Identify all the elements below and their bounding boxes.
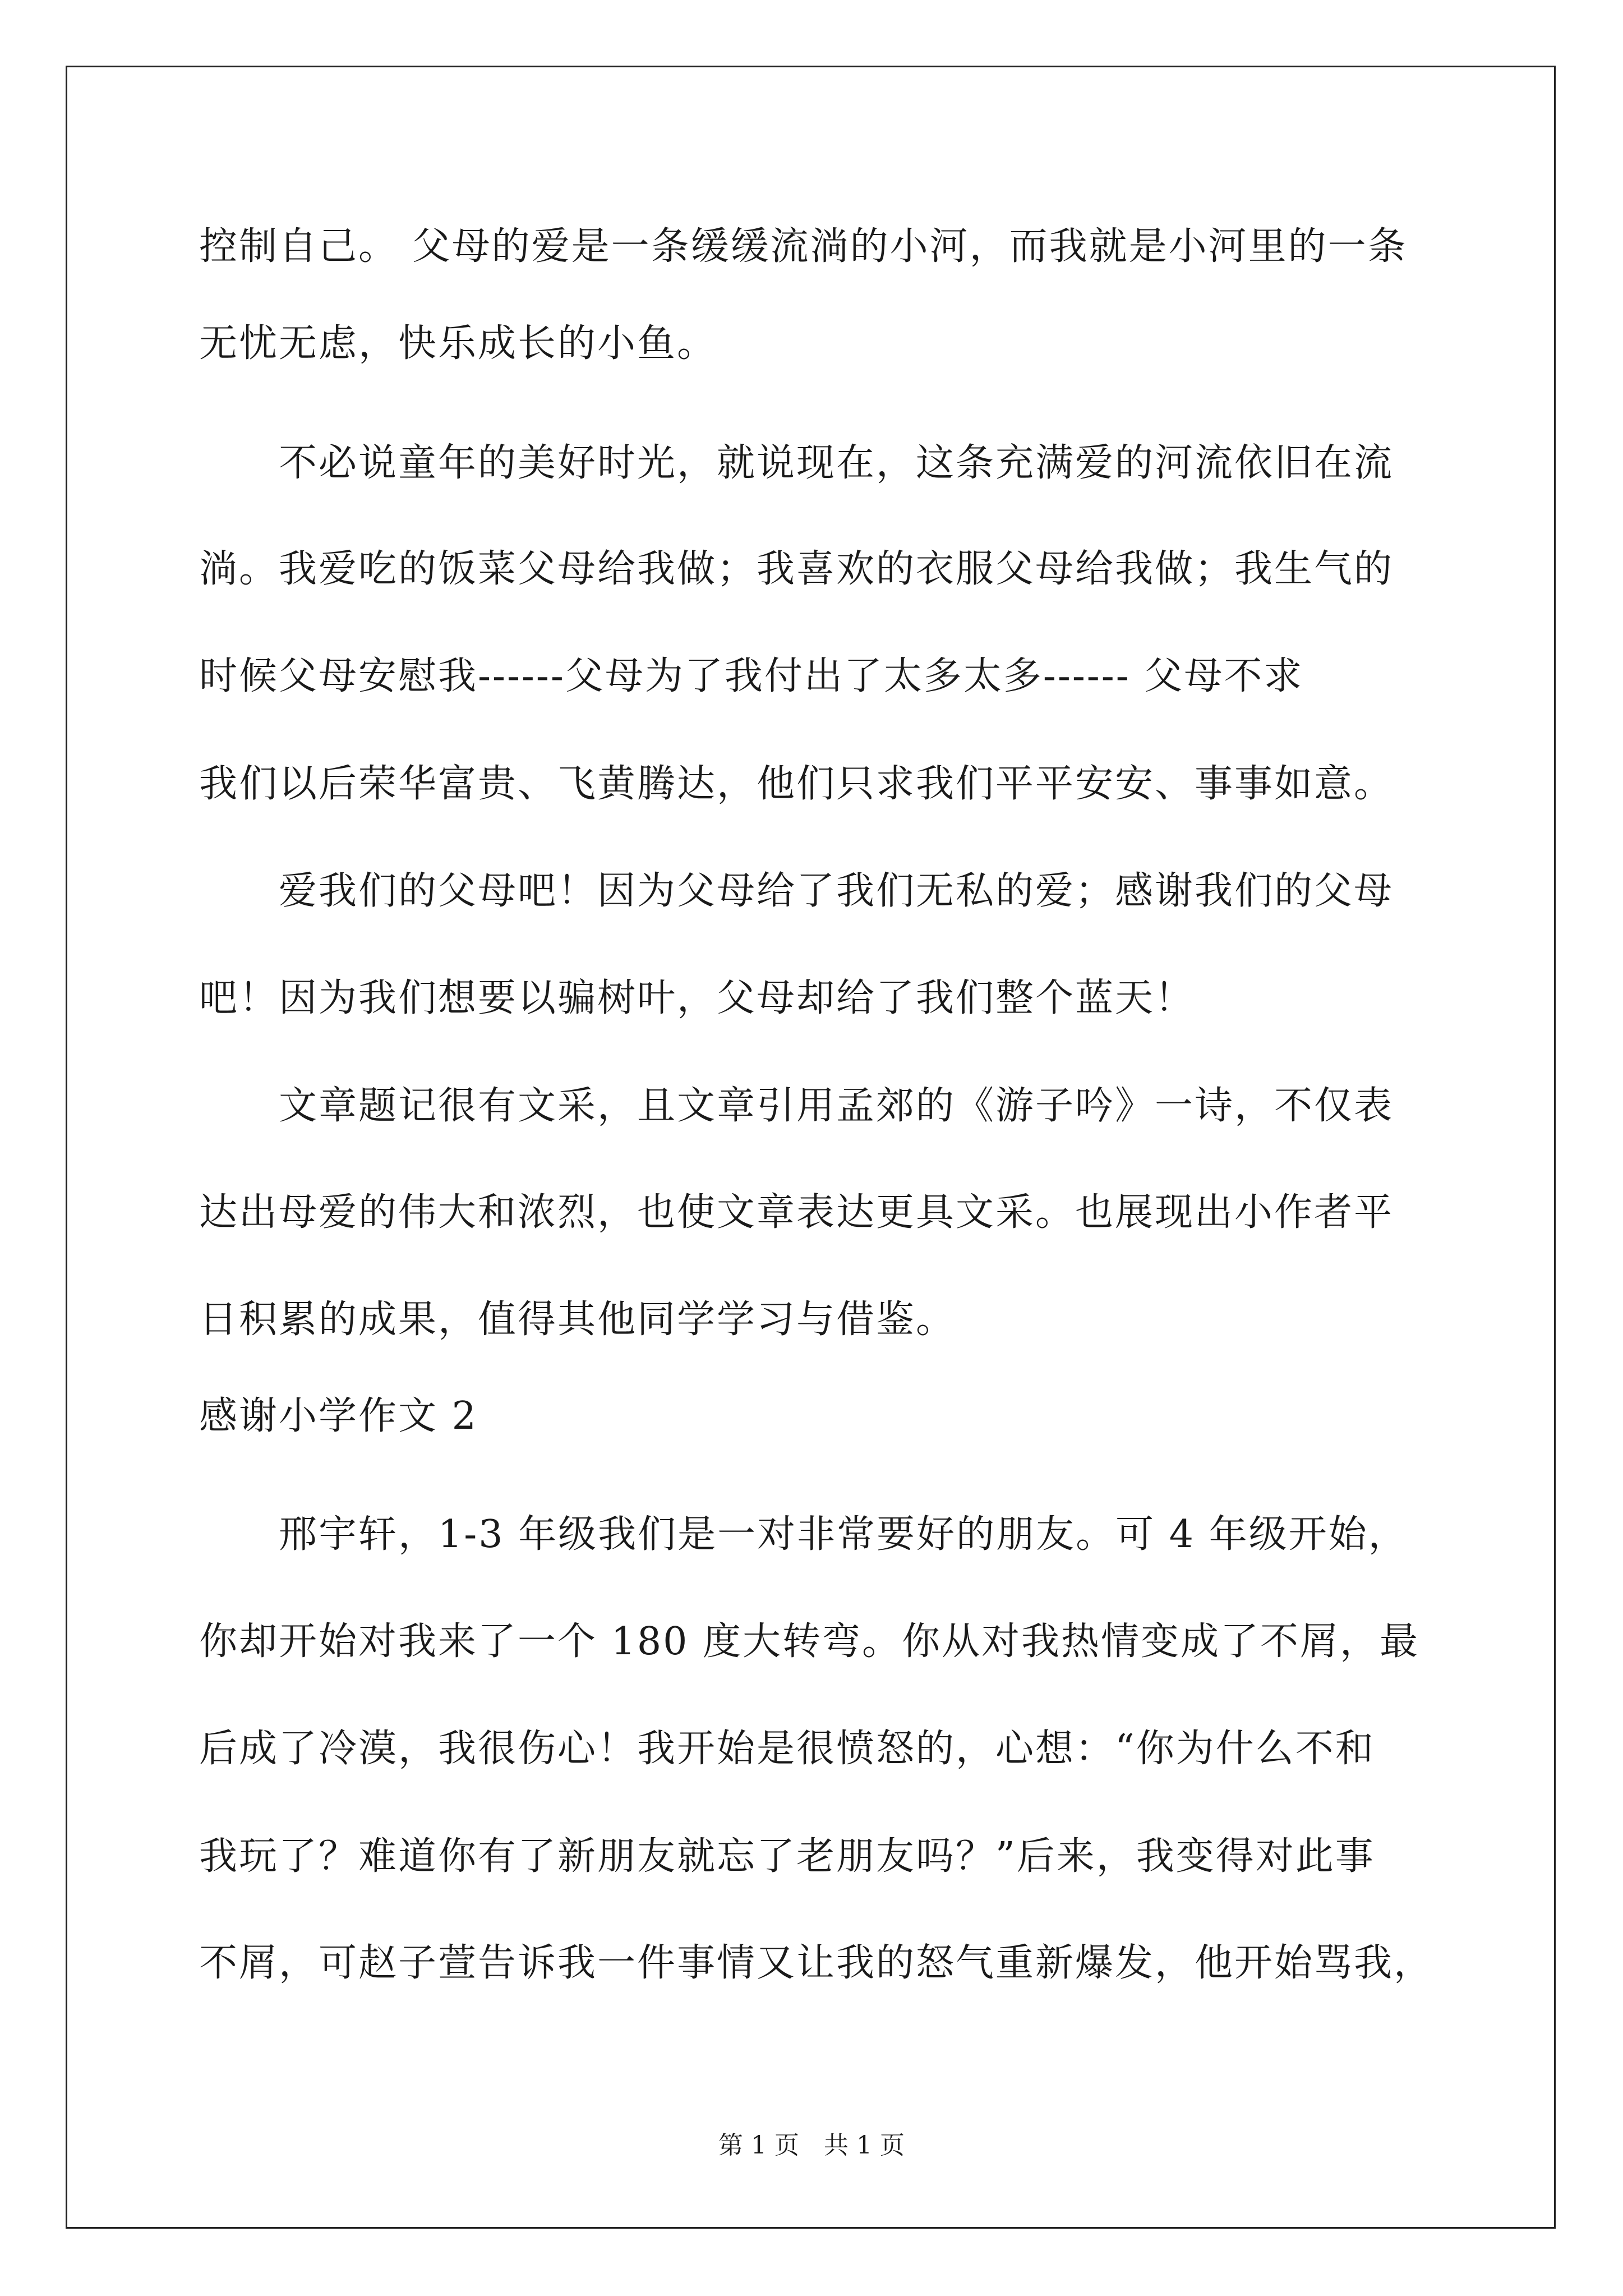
body-line-17: 不屑，可赵子萱告诉我一件事情又让我的怒气重新爆发，他开始骂我， [199, 1941, 1434, 1985]
body-line-13: 邢宇轩，1-3 年级我们是一对非常要好的朋友。可 4 年级开始， [199, 1512, 1408, 1557]
section-heading: 感谢小学作文 2 [199, 1394, 478, 1438]
body-line-6: 我们以后荣华富贵、飞黄腾达，他们只求我们平平安安、事事如意。 [199, 762, 1394, 806]
body-line-15: 后成了冷漠，我很伤心！我开始是很愤怒的，心想：“你为什么不和 [199, 1727, 1375, 1771]
body-line-3: 不必说童年的美好时光，就说现在，这条充满爱的河流依旧在流 [199, 441, 1394, 485]
body-line-9: 文章题记很有文采，且文章引用孟郊的《游子吟》一诗，不仅表 [199, 1084, 1394, 1128]
body-line-14: 你却开始对我来了一个 180 度大转弯。你从对我热情变成了不屑，最 [199, 1619, 1420, 1664]
body-line-10: 达出母爱的伟大和浓烈，也使文章表达更具文采。也展现出小作者平 [199, 1190, 1394, 1235]
body-line-16: 我玩了？难道你有了新朋友就忘了老朋友吗？”后来，我变得对此事 [199, 1834, 1375, 1879]
body-line-4: 淌。我爱吃的饭菜父母给我做；我喜欢的衣服父母给我做；我生气的 [199, 547, 1394, 591]
body-line-11: 日积累的成果，值得其他同学学习与借鉴。 [199, 1297, 956, 1342]
body-line-2: 无忧无虑，快乐成长的小鱼。 [199, 321, 717, 366]
body-line-7: 爱我们的父母吧！因为父母给了我们无私的爱；感谢我们的父母 [199, 869, 1394, 913]
body-line-8: 吧！因为我们想要以骗树叶，父母却给了我们整个蓝天！ [199, 976, 1195, 1020]
page-border [66, 66, 1556, 2229]
body-line-1: 控制自己。 父母的爱是一条缓缓流淌的小河，而我就是小河里的一条 [199, 224, 1408, 269]
body-line-5: 时候父母安慰我------父母为了我付出了太多太多------ 父母不求 [199, 654, 1304, 698]
page-footer: 第 1 页 共 1 页 [718, 2131, 905, 2160]
